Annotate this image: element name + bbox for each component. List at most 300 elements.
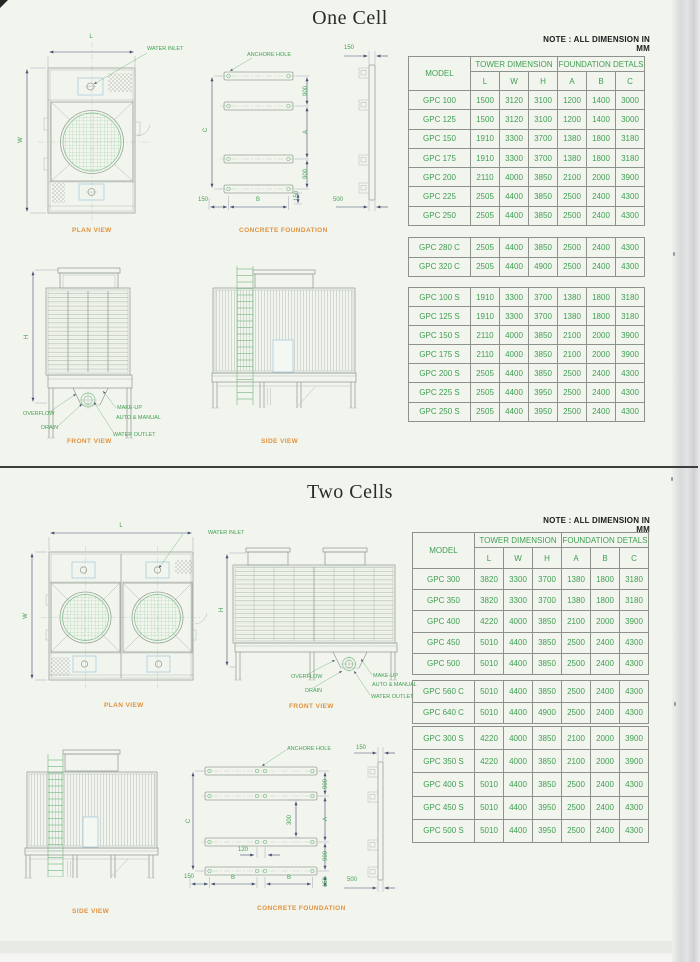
dimension-cell: 3850 xyxy=(533,773,562,796)
one-cell-concrete-foundation-drawing xyxy=(195,50,345,240)
two-cells-s-models-table xyxy=(412,726,649,843)
two-cells-main-rows xyxy=(413,569,649,675)
table-row xyxy=(413,702,649,724)
dim-label-150: 150 xyxy=(183,874,195,880)
table-row xyxy=(409,326,645,345)
dimension-cell: 2500 xyxy=(558,257,587,277)
dimension-cell: 4300 xyxy=(616,364,645,383)
table-row xyxy=(409,168,645,187)
one-cell-foundation-profile-drawing xyxy=(330,42,405,232)
dimension-cell: 2100 xyxy=(562,727,591,750)
dimension-cell: 3900 xyxy=(620,611,649,632)
dimension-cell: 3100 xyxy=(529,110,558,129)
dim-label-150: 150 xyxy=(355,745,367,751)
dimension-cell: 4000 xyxy=(500,345,529,364)
dimension-cell: 4400 xyxy=(504,796,533,819)
table-row xyxy=(409,187,645,206)
dim-label-900: 900 xyxy=(303,85,309,97)
dim-label-A: A xyxy=(303,129,309,135)
dimension-cell: 3120 xyxy=(500,91,529,110)
tower-dimension-header: TOWER DIMENSION xyxy=(475,533,562,548)
col-header-L: L xyxy=(475,548,504,569)
table-row xyxy=(409,402,645,421)
drain-label: DRAIN xyxy=(41,425,59,431)
dimension-cell: 2400 xyxy=(591,632,620,653)
dim-label-300: 300 xyxy=(287,814,293,826)
dimension-cell: 1910 xyxy=(471,148,500,167)
dimension-cell: 3180 xyxy=(620,590,649,611)
dimension-cell: 1400 xyxy=(587,110,616,129)
drain-label: DRAIN xyxy=(305,688,323,694)
dimension-cell: 3180 xyxy=(616,148,645,167)
dimension-cell: 3300 xyxy=(504,569,533,590)
plan-view-caption: PLAN VIEW xyxy=(104,702,144,709)
dimension-cell: 2400 xyxy=(591,681,620,703)
dimension-cell: 1800 xyxy=(591,569,620,590)
dimension-cell: 3300 xyxy=(504,590,533,611)
dimension-cell: 4400 xyxy=(500,383,529,402)
dimension-cell: 4000 xyxy=(500,168,529,187)
dimension-note: NOTE : ALL DIMENSION IN MM xyxy=(543,35,650,53)
dimension-cell: 4300 xyxy=(616,402,645,421)
dimension-cell: 4300 xyxy=(620,702,649,724)
dim-label-900: 900 xyxy=(323,850,329,862)
table-row xyxy=(409,257,645,277)
one-cell-main-rows xyxy=(409,91,645,226)
model-cell: GPC 150 xyxy=(409,129,471,148)
table-row xyxy=(413,632,649,653)
dimension-cell: 4400 xyxy=(500,206,529,225)
dimension-cell: 4300 xyxy=(616,383,645,402)
dim-label-900: 900 xyxy=(323,778,329,790)
dimension-cell: 2500 xyxy=(562,773,591,796)
dimension-cell: 5010 xyxy=(475,796,504,819)
dimension-cell: 2500 xyxy=(558,364,587,383)
col-header-C: C xyxy=(616,72,645,91)
dimension-cell: 2000 xyxy=(591,750,620,773)
scan-speck xyxy=(673,252,675,256)
dimension-cell: 2110 xyxy=(471,326,500,345)
dimension-cell: 2100 xyxy=(558,326,587,345)
table-row xyxy=(409,91,645,110)
dimension-cell: 3180 xyxy=(616,307,645,326)
model-cell: GPC 125 xyxy=(409,110,471,129)
table-row xyxy=(409,206,645,225)
dimension-cell: 3850 xyxy=(529,345,558,364)
dimension-cell: 2500 xyxy=(558,383,587,402)
dimension-note: NOTE : ALL DIMENSION IN MM xyxy=(543,516,650,534)
dimension-cell: 2505 xyxy=(471,257,500,277)
dimension-cell: 2500 xyxy=(558,238,587,258)
one-cell-side-view-drawing xyxy=(200,266,370,451)
dimension-cell: 4400 xyxy=(500,238,529,258)
dimension-cell: 4400 xyxy=(504,773,533,796)
dimension-cell: 2500 xyxy=(562,632,591,653)
dimension-cell: 2110 xyxy=(471,168,500,187)
dim-label-L: L xyxy=(89,34,93,40)
dimension-cell: 2500 xyxy=(562,653,591,674)
dimension-cell: 2505 xyxy=(471,364,500,383)
dimension-cell: 2500 xyxy=(562,681,591,703)
two-cells-plan-view-drawing xyxy=(25,520,230,715)
dimension-cell: 3950 xyxy=(533,796,562,819)
dimension-cell: 5010 xyxy=(475,632,504,653)
dim-label-500: 500 xyxy=(346,877,358,883)
model-cell: GPC 280 C xyxy=(409,238,471,258)
table-row xyxy=(409,110,645,129)
dimension-cell: 1380 xyxy=(562,569,591,590)
dimension-cell: 2400 xyxy=(587,206,616,225)
dimension-cell: 3850 xyxy=(533,681,562,703)
dimension-cell: 2400 xyxy=(591,773,620,796)
dimension-cell: 2505 xyxy=(471,187,500,206)
dim-label-C: C xyxy=(186,818,192,824)
table-row xyxy=(409,345,645,364)
table-row xyxy=(409,238,645,258)
dimension-cell: 4300 xyxy=(616,257,645,277)
auto-manual-label: AUTO & MANUAL xyxy=(372,682,417,688)
dimension-cell: 3950 xyxy=(529,402,558,421)
dimension-cell: 3180 xyxy=(620,569,649,590)
table-row xyxy=(413,750,649,773)
model-cell: GPC 400 S xyxy=(413,773,475,796)
dimension-cell: 2505 xyxy=(471,206,500,225)
table-row xyxy=(413,819,649,842)
dimension-cell: 3120 xyxy=(500,110,529,129)
dimension-cell: 3820 xyxy=(475,590,504,611)
dimension-cell: 4300 xyxy=(616,187,645,206)
dimension-cell: 2505 xyxy=(471,238,500,258)
dimension-cell: 1500 xyxy=(471,91,500,110)
dim-label-B: B xyxy=(255,197,261,203)
anchor-hole-label: ANCHORE HOLE xyxy=(287,746,332,752)
dimension-cell: 4400 xyxy=(504,632,533,653)
table-row xyxy=(409,148,645,167)
two-cells-s-rows xyxy=(413,727,649,843)
dimension-cell: 4300 xyxy=(620,632,649,653)
dimension-cell: 2400 xyxy=(587,187,616,206)
col-header-W: W xyxy=(504,548,533,569)
table-row xyxy=(409,364,645,383)
dimension-cell: 4300 xyxy=(616,206,645,225)
water-outlet-label: WATER OUTLET xyxy=(371,694,414,700)
table-row xyxy=(409,288,645,307)
dimension-cell: 4000 xyxy=(504,611,533,632)
dimension-cell: 2100 xyxy=(558,168,587,187)
dimension-cell: 2400 xyxy=(591,819,620,842)
model-cell: GPC 100 S xyxy=(409,288,471,307)
dimension-cell: 3850 xyxy=(529,364,558,383)
dimension-cell: 5010 xyxy=(475,819,504,842)
two-cells-c-models-table xyxy=(412,680,649,724)
dimension-cell: 3000 xyxy=(616,110,645,129)
model-cell: GPC 250 S xyxy=(409,402,471,421)
col-header-H: H xyxy=(529,72,558,91)
dim-label-A: A xyxy=(323,816,329,822)
water-inlet-label: WATER INLET xyxy=(208,530,245,536)
table-row xyxy=(413,681,649,703)
dim-label-C: C xyxy=(203,127,209,133)
table-row xyxy=(413,653,649,674)
dimension-cell: 2400 xyxy=(587,383,616,402)
model-cell: GPC 560 C xyxy=(413,681,475,703)
model-header: MODEL xyxy=(409,57,471,91)
dimension-cell: 1200 xyxy=(558,91,587,110)
section-title-two-cells: Two Cells xyxy=(307,481,393,503)
dimension-cell: 1800 xyxy=(587,148,616,167)
section-title-one-cell: One Cell xyxy=(312,7,388,29)
dimension-cell: 2505 xyxy=(471,402,500,421)
table-row xyxy=(409,307,645,326)
col-header-A: A xyxy=(562,548,591,569)
dimension-cell: 4400 xyxy=(500,257,529,277)
dimension-cell: 2500 xyxy=(562,819,591,842)
scan-speck xyxy=(674,702,676,706)
col-header-W: W xyxy=(500,72,529,91)
col-header-L: L xyxy=(471,72,500,91)
two-cells-c-rows xyxy=(413,681,649,724)
dimension-cell: 5010 xyxy=(475,681,504,703)
dimension-cell: 2400 xyxy=(587,257,616,277)
dimension-cell: 3850 xyxy=(529,168,558,187)
dimension-cell: 4300 xyxy=(620,796,649,819)
dimension-cell: 3820 xyxy=(475,569,504,590)
dimension-cell: 4300 xyxy=(620,773,649,796)
model-cell: GPC 200 S xyxy=(409,364,471,383)
model-cell: GPC 150 S xyxy=(409,326,471,345)
dimension-cell: 1400 xyxy=(587,91,616,110)
dimension-cell: 2110 xyxy=(471,345,500,364)
dimension-cell: 2100 xyxy=(558,345,587,364)
dimension-cell: 3850 xyxy=(533,653,562,674)
dimension-cell: 1380 xyxy=(558,307,587,326)
dimension-cell: 4400 xyxy=(500,402,529,421)
dimension-cell: 3300 xyxy=(500,129,529,148)
dimension-cell: 3950 xyxy=(533,819,562,842)
table-row xyxy=(413,773,649,796)
dimension-cell: 3700 xyxy=(533,590,562,611)
dimension-cell: 2400 xyxy=(591,653,620,674)
model-cell: GPC 400 xyxy=(413,611,475,632)
front-view-caption: FRONT VIEW xyxy=(67,438,112,445)
two-cells-foundation-profile-drawing xyxy=(338,740,408,925)
dim-label-H: H xyxy=(219,607,225,613)
model-cell: GPC 100 xyxy=(409,91,471,110)
dimension-cell: 2500 xyxy=(562,702,591,724)
side-view-caption: SIDE VIEW xyxy=(261,438,299,445)
dimension-cell: 1500 xyxy=(471,110,500,129)
dim-label-B: B xyxy=(286,875,292,881)
dimension-cell: 1800 xyxy=(587,129,616,148)
plan-view-caption: PLAN VIEW xyxy=(72,227,112,234)
col-header-B: B xyxy=(587,72,616,91)
model-cell: GPC 175 xyxy=(409,148,471,167)
dimension-cell: 3850 xyxy=(533,611,562,632)
dimension-cell: 3700 xyxy=(533,569,562,590)
dim-label-900: 900 xyxy=(303,168,309,180)
dimension-cell: 3900 xyxy=(616,326,645,345)
dimension-cell: 3850 xyxy=(529,326,558,345)
overflow-label: OVERFLOW xyxy=(291,674,323,680)
dimension-cell: 3850 xyxy=(529,187,558,206)
dimension-cell: 1910 xyxy=(471,307,500,326)
model-cell: GPC 300 xyxy=(413,569,475,590)
dim-label-H: H xyxy=(24,334,30,340)
dimension-cell: 3180 xyxy=(616,129,645,148)
two-cells-side-view-drawing xyxy=(18,744,180,924)
model-cell: GPC 175 S xyxy=(409,345,471,364)
dimension-cell: 2500 xyxy=(558,206,587,225)
dim-label-W: W xyxy=(18,137,24,143)
concrete-foundation-caption: CONCRETE FOUNDATION xyxy=(239,227,328,234)
dimension-cell: 3100 xyxy=(529,91,558,110)
table-row xyxy=(409,129,645,148)
dimension-cell: 4300 xyxy=(620,653,649,674)
dim-label-500: 500 xyxy=(332,197,344,203)
page-bottom-edge xyxy=(0,941,700,962)
dimension-cell: 2400 xyxy=(587,364,616,383)
auto-manual-label: AUTO & MANUAL xyxy=(116,415,161,421)
dimension-cell: 3900 xyxy=(620,727,649,750)
make-up-label: MAKE-UP xyxy=(117,405,143,411)
dimension-cell: 5010 xyxy=(475,653,504,674)
dim-label-B: B xyxy=(230,875,236,881)
dimension-cell: 3900 xyxy=(616,168,645,187)
one-cell-c-models-table xyxy=(408,237,645,277)
dimension-cell: 4000 xyxy=(504,727,533,750)
dim-label-L: L xyxy=(119,523,123,529)
dimension-cell: 2100 xyxy=(562,611,591,632)
model-cell: GPC 225 S xyxy=(409,383,471,402)
dimension-cell: 2400 xyxy=(591,702,620,724)
model-cell: GPC 300 S xyxy=(413,727,475,750)
one-cell-front-view-drawing xyxy=(20,262,205,452)
model-cell: GPC 640 C xyxy=(413,702,475,724)
dimension-cell: 4900 xyxy=(533,702,562,724)
dimension-cell: 1380 xyxy=(558,129,587,148)
model-cell: GPC 250 xyxy=(409,206,471,225)
dim-label-W: W xyxy=(23,613,29,619)
dimension-cell: 1910 xyxy=(471,129,500,148)
dimension-cell: 2400 xyxy=(591,796,620,819)
dimension-cell: 4000 xyxy=(504,750,533,773)
dimension-cell: 2500 xyxy=(558,187,587,206)
dimension-cell: 2500 xyxy=(562,796,591,819)
dimension-cell: 1910 xyxy=(471,288,500,307)
dimension-cell: 3850 xyxy=(533,750,562,773)
scan-speck xyxy=(671,477,673,481)
dimension-cell: 3000 xyxy=(616,91,645,110)
dimension-cell: 3700 xyxy=(529,288,558,307)
dimension-cell: 3300 xyxy=(500,307,529,326)
water-inlet-label: WATER INLET xyxy=(147,46,184,52)
dimension-cell: 2500 xyxy=(558,402,587,421)
page-curl-edge xyxy=(672,0,700,962)
dim-label-150: 150 xyxy=(197,197,209,203)
foundation-details-header: FOUNDATION DETALS xyxy=(562,533,649,548)
dimension-cell: 1380 xyxy=(558,148,587,167)
dimension-cell: 2505 xyxy=(471,383,500,402)
section-divider-line xyxy=(0,466,698,468)
table-row xyxy=(413,727,649,750)
one-cell-plan-view-drawing xyxy=(20,40,200,240)
col-header-H: H xyxy=(533,548,562,569)
model-cell: GPC 500 xyxy=(413,653,475,674)
model-cell: GPC 200 xyxy=(409,168,471,187)
dimension-cell: 2000 xyxy=(587,326,616,345)
model-cell: GPC 450 xyxy=(413,632,475,653)
dimension-cell: 4300 xyxy=(616,238,645,258)
one-cell-s-rows xyxy=(409,288,645,422)
dimension-cell: 3850 xyxy=(529,206,558,225)
overflow-label: OVERFLOW xyxy=(23,411,55,417)
dimension-cell: 3180 xyxy=(616,288,645,307)
one-cell-s-models-table xyxy=(408,287,645,422)
model-cell: GPC 500 S xyxy=(413,819,475,842)
dimension-cell: 3850 xyxy=(533,632,562,653)
model-cell: GPC 125 S xyxy=(409,307,471,326)
dimension-cell: 5010 xyxy=(475,702,504,724)
side-view-caption: SIDE VIEW xyxy=(72,908,110,915)
col-header-C: C xyxy=(620,548,649,569)
front-view-caption: FRONT VIEW xyxy=(289,703,334,710)
dimension-cell: 1380 xyxy=(562,590,591,611)
dimension-cell: 3900 xyxy=(620,750,649,773)
dim-label-120: 120 xyxy=(237,847,249,853)
dimension-cell: 4400 xyxy=(500,187,529,206)
table-row xyxy=(409,383,645,402)
col-header-B: B xyxy=(591,548,620,569)
dimension-cell: 1380 xyxy=(558,288,587,307)
anchor-hole-label: ANCHORE HOLE xyxy=(247,52,292,58)
model-cell: GPC 320 C xyxy=(409,257,471,277)
model-cell: GPC 225 xyxy=(409,187,471,206)
dimension-cell: 2400 xyxy=(587,238,616,258)
dimension-cell: 3700 xyxy=(529,129,558,148)
foundation-details-header: FOUNDATION DETALS xyxy=(558,57,645,72)
dimension-cell: 4400 xyxy=(504,681,533,703)
dimension-cell: 4000 xyxy=(500,326,529,345)
concrete-foundation-caption: CONCRETE FOUNDATION xyxy=(257,905,346,912)
dimension-cell: 2000 xyxy=(587,168,616,187)
water-outlet-label: WATER OUTLET xyxy=(113,432,156,438)
dimension-cell: 3300 xyxy=(500,148,529,167)
dimension-cell: 4400 xyxy=(504,819,533,842)
dimension-cell: 4400 xyxy=(500,364,529,383)
dimension-cell: 3900 xyxy=(616,345,645,364)
table-row xyxy=(413,590,649,611)
dim-label-150: 150 xyxy=(343,45,355,51)
dimension-cell: 2100 xyxy=(562,750,591,773)
dimension-cell: 4220 xyxy=(475,611,504,632)
make-up-label: MAKE-UP xyxy=(373,673,399,679)
dimension-cell: 2000 xyxy=(591,727,620,750)
dimension-cell: 2000 xyxy=(587,345,616,364)
model-cell: GPC 350 xyxy=(413,590,475,611)
dimension-cell: 3300 xyxy=(500,288,529,307)
tower-dimension-header: TOWER DIMENSION xyxy=(471,57,558,72)
dimension-cell: 3700 xyxy=(529,307,558,326)
dimension-cell: 3850 xyxy=(529,238,558,258)
dimension-cell: 4220 xyxy=(475,727,504,750)
dimension-cell: 4900 xyxy=(529,257,558,277)
dimension-cell: 4400 xyxy=(504,653,533,674)
scan-corner-artifact xyxy=(0,0,8,8)
dimension-cell: 4300 xyxy=(620,819,649,842)
dimension-cell: 3850 xyxy=(533,727,562,750)
dim-label-150: 150 xyxy=(323,876,329,888)
dimension-cell: 4400 xyxy=(504,702,533,724)
